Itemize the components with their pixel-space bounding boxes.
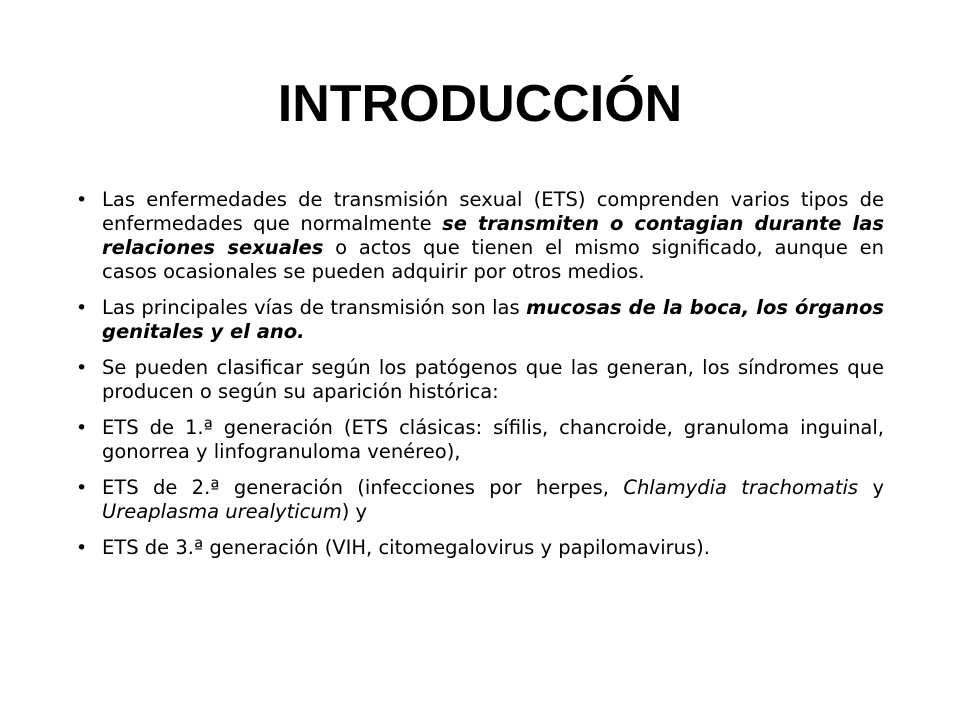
bullet-text: Las enfermedades de transmisión sexual (ETS) comprenden varios tipos de enfermedades que normalmente bbox=[102, 188, 884, 235]
bullet-italic-species: Ureaplasma urealyticum bbox=[102, 500, 342, 523]
bullet-dot-icon: • bbox=[76, 537, 88, 559]
bullet-text: ETS de 1.ª generación (ETS clásicas: sífilis, chancroide, granuloma inguinal, gonorrea y linfogranuloma venéreo), bbox=[102, 416, 884, 463]
bullet-first-generation bbox=[76, 416, 884, 464]
bullet-dot-icon: • bbox=[76, 477, 88, 499]
bullet-dot-icon: • bbox=[76, 417, 88, 439]
bullet-text: Se pueden clasificar según los patógenos que las generan, los síndromes que producen o según su aparición histórica: bbox=[102, 356, 884, 403]
bullet-text: ETS de 2.ª generación (infecciones por herpes, bbox=[102, 476, 624, 499]
bullet-text: o actos que tienen el mismo significado, aunque en casos ocasionales se pueden adquirir por otros medios. bbox=[102, 236, 885, 283]
bullet-third-generation bbox=[76, 536, 884, 560]
bullet-dot-icon: • bbox=[76, 297, 88, 319]
bullet-italic-species: Chlamydia trachomatis bbox=[623, 476, 859, 499]
bullet-text: ETS de 3.ª generación (VIH, citomegalovirus y papilomavirus). bbox=[102, 536, 710, 559]
bullet-list bbox=[76, 188, 884, 572]
slide-title: INTRODUCCIÓN bbox=[277, 75, 683, 133]
bullet-dot-icon: • bbox=[76, 189, 88, 211]
bullet-classification bbox=[76, 356, 884, 404]
bullet-emphasis: mucosas de la boca, los órganos genitales y el ano. bbox=[102, 296, 885, 343]
bullet-second-generation bbox=[76, 476, 884, 524]
bullet-text: Las principales vías de transmisión son las bbox=[102, 296, 527, 319]
bullet-emphasis: se transmiten o contagian durante las relaciones sexuales bbox=[102, 212, 884, 259]
bullet-dot-icon: • bbox=[76, 357, 88, 379]
bullet-text: ) y bbox=[341, 500, 368, 523]
bullet-text: y bbox=[858, 476, 884, 499]
bullet-transmission-routes bbox=[76, 296, 884, 344]
bullet-definition bbox=[76, 188, 884, 284]
